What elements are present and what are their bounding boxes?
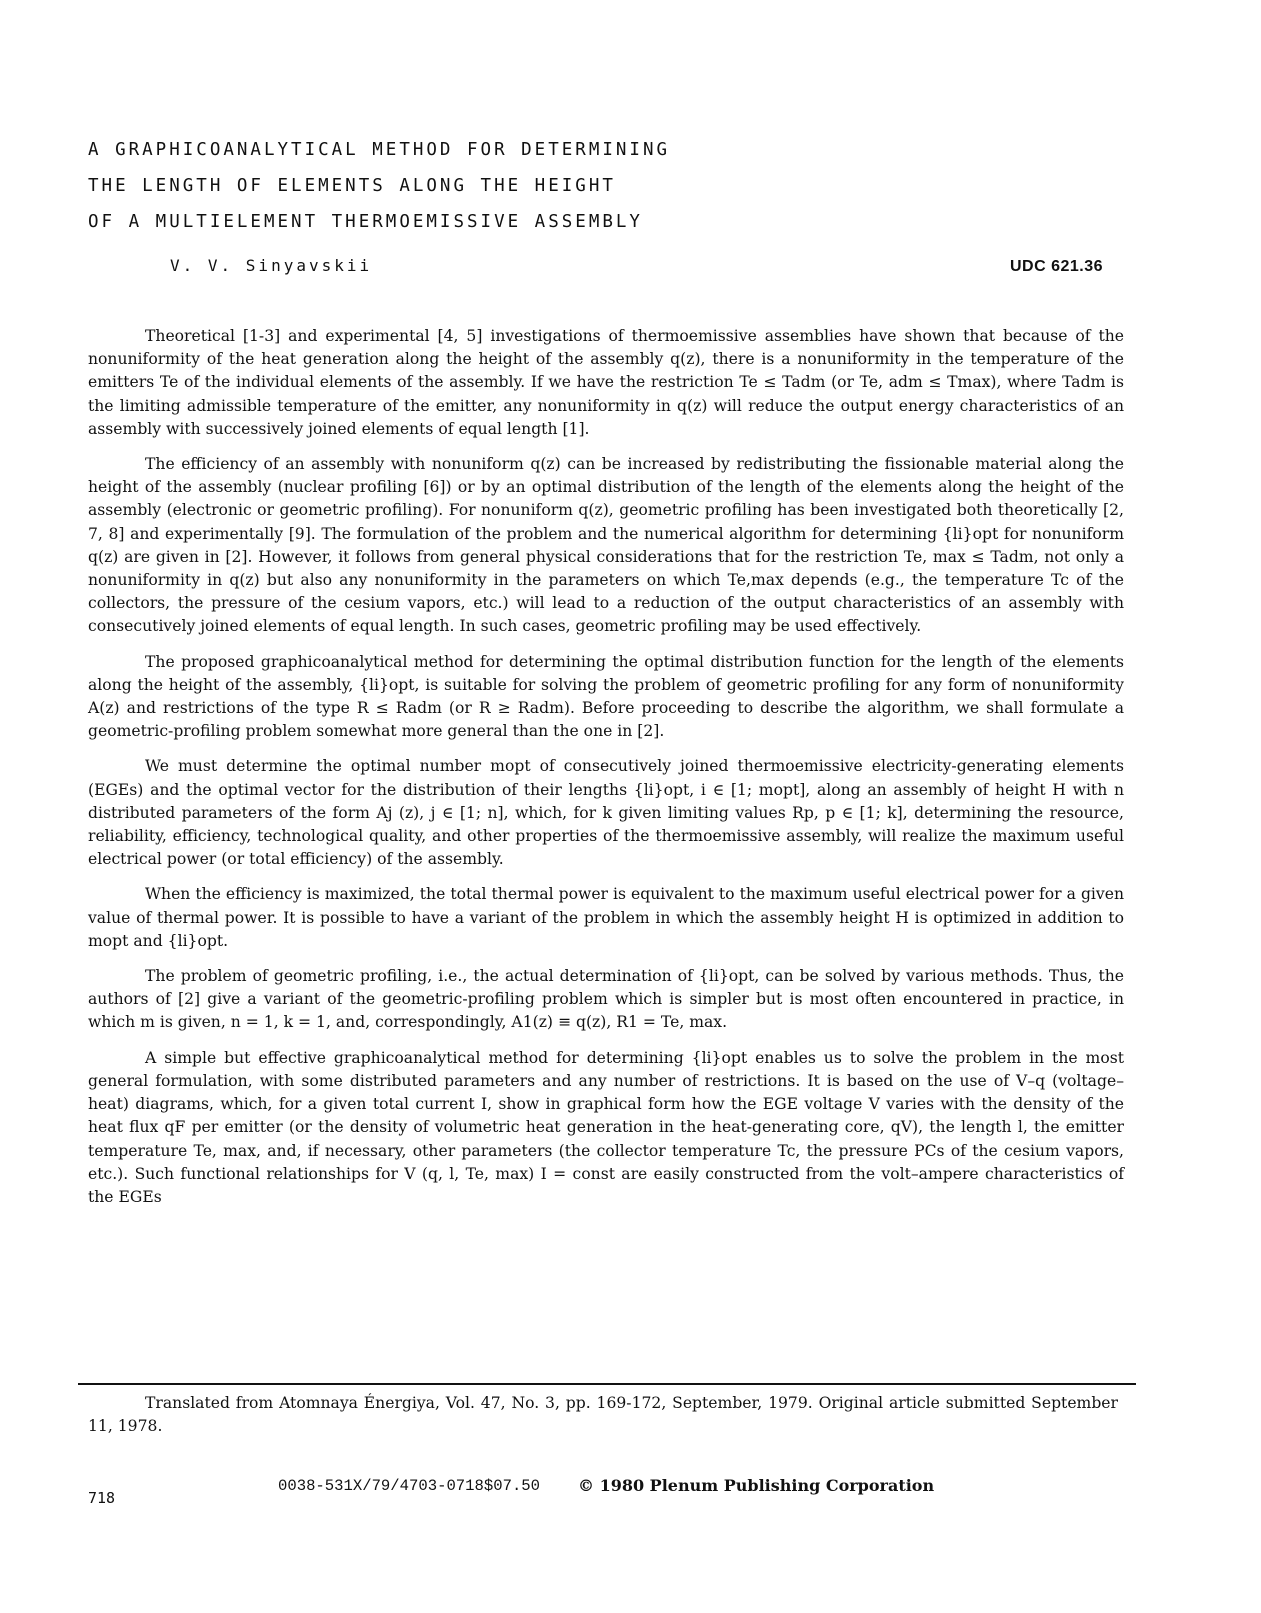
publication-code: 0038-531X/79/4703-0718$07.50 [278,1477,541,1495]
title-line-3: OF A MULTIELEMENT THERMOEMISSIVE ASSEMBLY [88,212,643,232]
paragraph-3: The proposed graphicoanalytical method for determining the optimal distribution function for the length of the elements along the height of the assembly, {li}opt, is suitable for solving the problem of geometric profiling for any form of nonuniformity A(z) and restrictions of the type R ≤ Radm (or R ≥ Radm). Before proceeding to describe the algorithm, we shall formulate a geometric-profiling problem somewhat more general than the one in [2]. [88,652,1124,741]
translation-footnote: Translated from Atomnaya Énergiya, Vol. 47, No. 3, pp. 169-172, September, 1979. Original article submitted September 11, 1978. [88,1394,1118,1435]
udc-code: UDC 621.36 [1010,258,1104,275]
author-name: V. V. Sinyavskii [170,256,373,275]
paragraph-6: The problem of geometric profiling, i.e., the actual determination of {li}opt, can be solved by various methods. Thus, the authors of [2] give a variant of the geometric-profiling problem which is simpler but is most often encountered in practice, in which m is given, n = 1, k = 1, and, correspondingly, A1(z) ≡ q(z), R1 = Te, max. [88,967,1124,1032]
paragraph-1: Theoretical [1-3] and experimental [4, 5] investigations of thermoemissive assemblies have shown that because of the nonuniformity of the heat generation along the height of the assembly q(z), there is a nonuniformity in the temperature of the emitters Te of the individual elements of the assembly. If we have the restriction Te ≤ Tadm (or Te, adm ≤ Tmax), where Tadm is the limiting admissible temperature of the emitter, any nonuniformity in q(z) will reduce the output energy characteristics of an assembly with successively joined elements of equal length [1]. [88,327,1124,438]
paragraph-4: We must determine the optimal number mopt of consecutively joined thermoemissive electricity-generating elements (EGEs) and the optimal vector for the distribution of their lengths {li}opt, i ∈ [1; mopt], along an assembly of height H with n distributed parameters of the form Aj (z), j ∈ [1; n], which, for k given limiting values Rp, p ∈ [1; k], determining the resource, reliability, efficiency, technological quality, and other properties of the thermoemissive assembly, will realize the maximum useful electrical power (or total efficiency) of the assembly. [88,757,1124,869]
paragraph-2: The efficiency of an assembly with nonuniform q(z) can be increased by redistributing the fissionable material along the height of the assembly (nuclear profiling [6]) or by an optimal distribution of the length of the elements along the height of the assembly (electronic or geometric profiling). For nonuniform q(z), geometric profiling has been investigated both theoretically [2, 7, 8] and experimentally [9]. The formulation of the problem and the numerical algorithm for determining {li}opt for nonuniform q(z) are given in [2]. However, it follows from general physical considerations that for the restriction Te, max ≤ Tadm, not only a nonuniformity in q(z) but also any nonuniformity in the parameters on which Te,max depends (e.g., the temperature Tc of the collectors, the pressure of the cesium vapors, etc.) will lead to a reduction of the output characteristics of an assembly with consecutively joined elements of equal length. In such cases, geometric profiling may be used effectively. [88,455,1124,636]
article-body [88,325,1124,1209]
title-line-1: A GRAPHICOANALYTICAL METHOD FOR DETERMINING [88,140,671,160]
footnote-divider [78,1383,1136,1385]
title-line-2: THE LENGTH OF ELEMENTS ALONG THE HEIGHT [88,176,616,196]
copyright-notice: © 1980 Plenum Publishing Corporation [578,1476,935,1495]
page-number: 718 [88,1489,116,1507]
article-title [88,132,848,240]
paragraph-7: A simple but effective graphicoanalytical method for determining {li}opt enables us to solve the problem in the most general formulation, with some distributed parameters and any number of restrictions. It is based on the use of V–q (voltage–heat) diagrams, which, for a given total current I, show in graphical form how the EGE voltage V varies with the density of the heat flux qF per emitter (or the density of volumetric heat generation in the heat-generating core, qV), the length l, the emitter temperature Te, max, and, if necessary, other parameters (the collector temperature Tc, the pressure PCs of the cesium vapors, etc.). Such functional relationships for V (q, l, Te, max) I = const are easily constructed from the volt–ampere characteristics of the EGEs [88,1048,1124,1206]
paragraph-5: When the efficiency is maximized, the total thermal power is equivalent to the maximum useful electrical power for a given value of thermal power. It is possible to have a variant of the problem in which the assembly height H is optimized in addition to mopt and {li}opt. [88,885,1124,950]
